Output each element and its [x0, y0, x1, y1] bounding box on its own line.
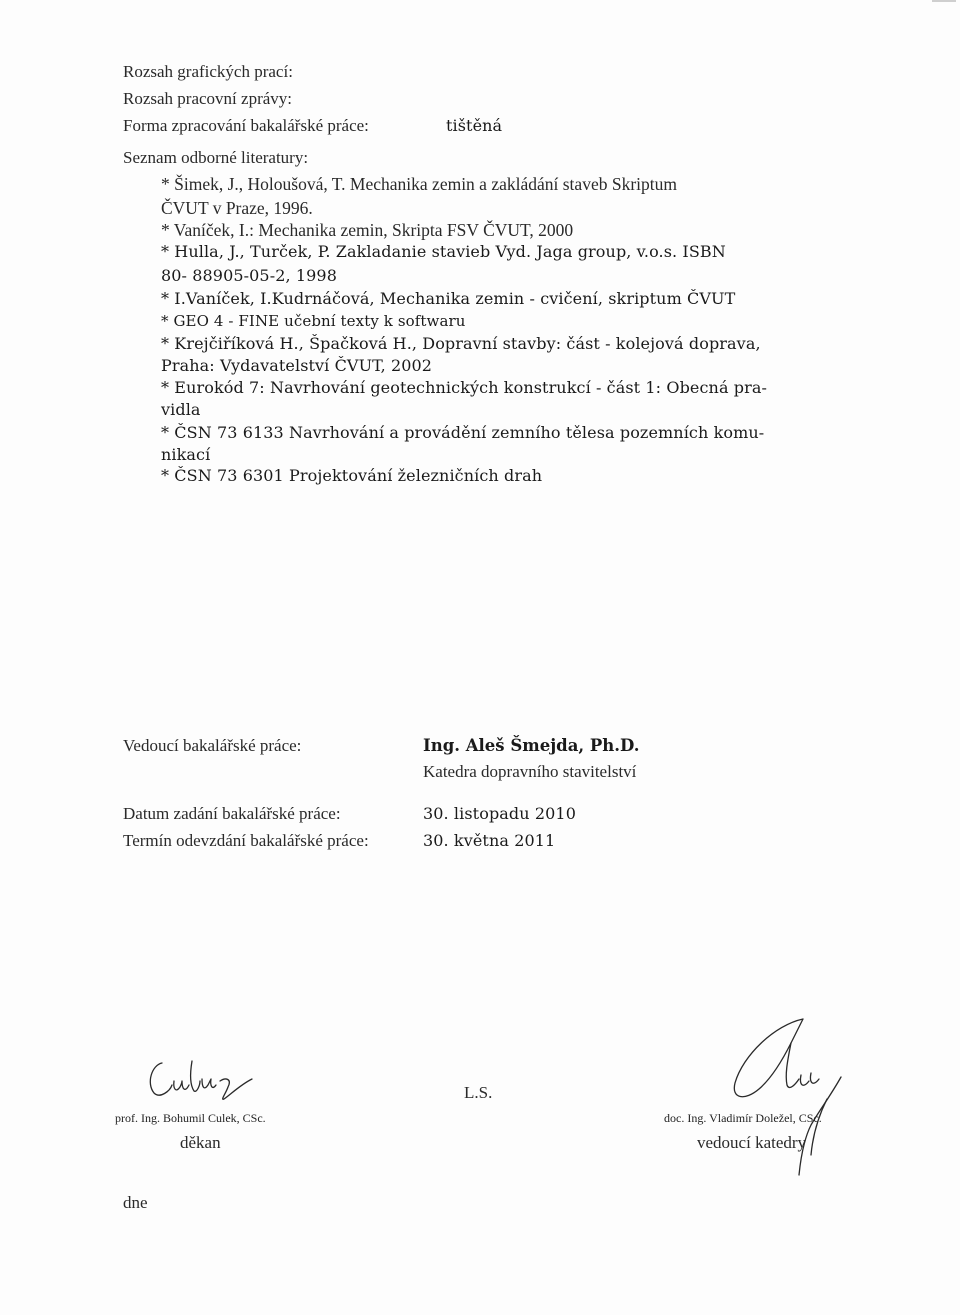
literature-line: * I.Vaníček, I.Kudrnáčová, Mechanika zemin - cvičení, skriptum ČVUT [161, 289, 736, 308]
supervisor-department: Katedra dopravního stavitelství [423, 762, 637, 781]
literature-line: * GEO 4 - FINE učební texty k softwaru [161, 312, 466, 330]
literature-line: * ČSN 73 6301 Projektování železničních drah [161, 466, 543, 485]
date-label: dne [123, 1193, 148, 1212]
scan-edge-mark [932, 0, 956, 2]
head-of-department-signature [715, 1015, 865, 1190]
literature-line: 80- 88905-05-2, 1998 [161, 266, 337, 285]
field-value-thesis-form: tištěná [446, 116, 503, 135]
literature-line: vidla [161, 400, 201, 419]
field-label-literature: Seznam odborné literatury: [123, 148, 309, 167]
dean-signature [140, 1055, 280, 1110]
supervisor-label: Vedoucí bakalářské práce: [123, 736, 302, 755]
literature-line: * Vaníček, I.: Mechanika zemin, Skripta FSV ČVUT, 2000 [161, 220, 574, 240]
head-of-department-role: vedoucí katedry [697, 1133, 807, 1152]
field-label-report-scope: Rozsah pracovní zprávy: [123, 89, 292, 108]
literature-line: nikací [161, 445, 211, 464]
literature-line: * Eurokód 7: Navrhování geotechnických konstrukcí - část 1: Obecná pra- [161, 378, 768, 397]
submission-date-value: 30. května 2011 [423, 831, 556, 850]
head-of-department-name: doc. Ing. Vladimír Doležel, CSc. [664, 1111, 822, 1125]
literature-line: * Krejčiříková H., Špačková H., Dopravní stavby: část - kolejová doprava, [161, 334, 761, 353]
dean-role: děkan [180, 1133, 221, 1152]
literature-line: ČVUT v Praze, 1996. [161, 198, 313, 218]
literature-line: * ČSN 73 6133 Navrhování a provádění zemního tělesa pozemních komu- [161, 423, 765, 442]
literature-line: * Šimek, J., Holoušová, T. Mechanika zemin a zakládání staveb Skriptum [161, 174, 677, 194]
literature-line: Praha: Vydavatelství ČVUT, 2002 [161, 356, 433, 375]
literature-line: * Hulla, J., Turček, P. Zakladanie stavieb Vyd. Jaga group, v.o.s. ISBN [161, 242, 726, 261]
supervisor-name: Ing. Aleš Šmejda, Ph.D. [423, 736, 640, 755]
submission-date-label: Termín odevzdání bakalářské práce: [123, 831, 369, 850]
dean-name: prof. Ing. Bohumil Culek, CSc. [115, 1111, 266, 1125]
field-label-thesis-form: Forma zpracování bakalářské práce: [123, 116, 369, 135]
assignment-date-value: 30. listopadu 2010 [423, 804, 576, 823]
seal-placeholder: L.S. [464, 1083, 493, 1102]
assignment-date-label: Datum zadání bakalářské práce: [123, 804, 341, 823]
field-label-graphic-scope: Rozsah grafických prací: [123, 62, 293, 81]
